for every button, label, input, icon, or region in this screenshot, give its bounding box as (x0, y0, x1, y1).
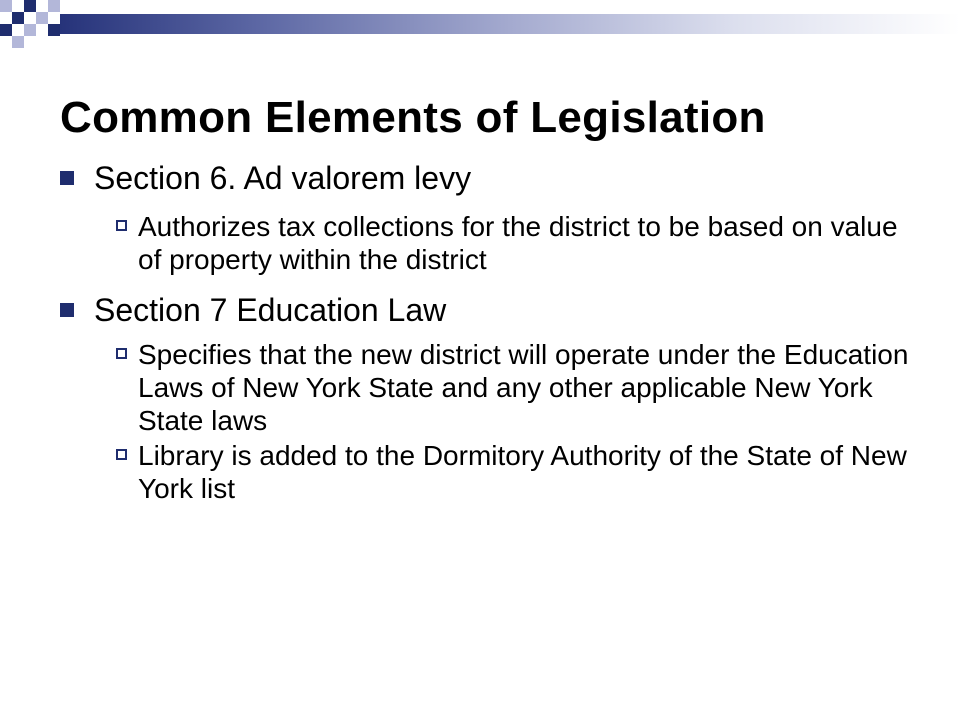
hollow-square-bullet-icon (116, 449, 127, 460)
section-7-heading (60, 288, 910, 332)
section-6-point-text: Authorizes tax collections for the district to be based on value of property within the district (138, 211, 898, 275)
slide-title: Common Elements of Legislation (60, 93, 766, 142)
corner-square-icon (48, 24, 60, 36)
header-gradient-bar (60, 14, 960, 34)
section-6-heading-text: Section 6. Ad valorem levy (94, 160, 472, 196)
corner-square-icon (0, 24, 12, 36)
corner-square-icon (36, 12, 48, 24)
slide-body (60, 156, 910, 505)
corner-square-icon (48, 0, 60, 12)
hollow-square-bullet-icon (116, 220, 127, 231)
corner-square-icon (12, 36, 24, 48)
corner-square-icon (12, 12, 24, 24)
corner-square-icon (24, 0, 36, 12)
section-7-heading-text: Section 7 Education Law (94, 292, 447, 328)
hollow-square-bullet-icon (116, 348, 127, 359)
section-6-heading (60, 156, 910, 200)
corner-square-icon (0, 0, 12, 12)
corner-square-icon (24, 24, 36, 36)
section-7-point-text: Specifies that the new district will operate under the Education Laws of New York State and any other applicable New York State laws (138, 339, 909, 436)
section-6-point (116, 210, 910, 276)
section-7-point-education-laws (116, 338, 910, 437)
filled-square-bullet-icon (60, 171, 74, 185)
section-7-point-dormitory-authority (116, 439, 910, 505)
section-7-point-text: Library is added to the Dormitory Authority of the State of New York list (138, 440, 907, 504)
filled-square-bullet-icon (60, 303, 74, 317)
